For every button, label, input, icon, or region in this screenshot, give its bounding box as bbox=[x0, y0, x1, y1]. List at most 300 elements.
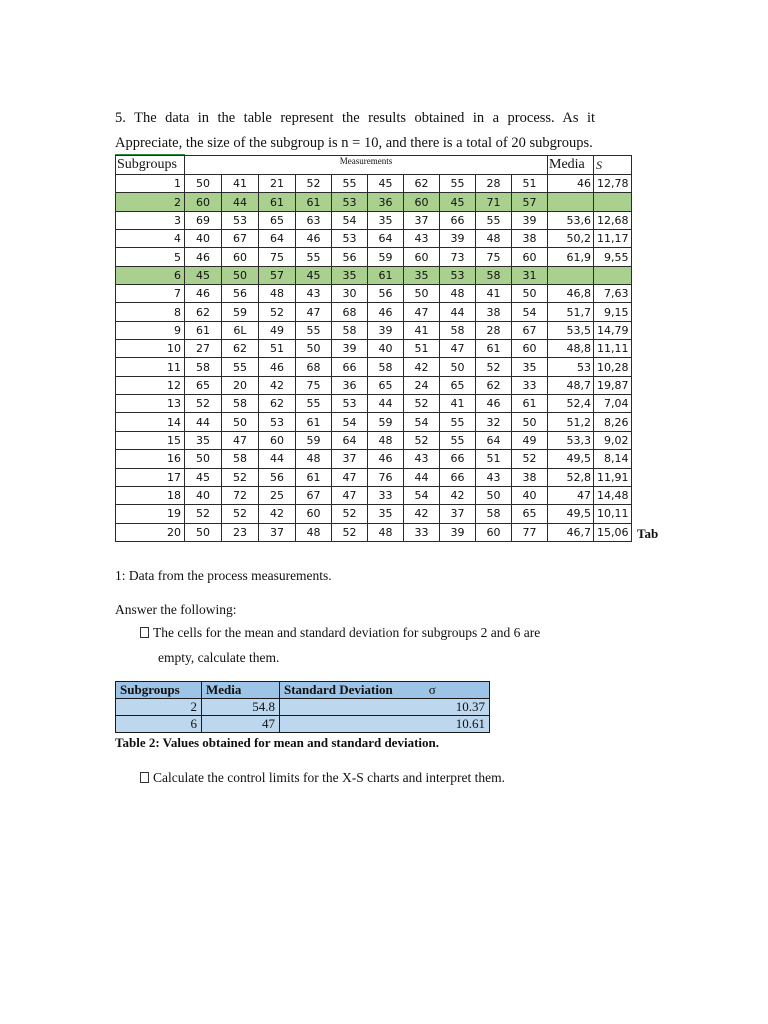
std-cell bbox=[594, 266, 632, 284]
table1-caption: 1: Data from the process measurements. bbox=[115, 567, 332, 583]
measurement-cell: 33 bbox=[404, 523, 440, 541]
missing-glyph-icon bbox=[140, 772, 149, 783]
table-row bbox=[116, 193, 632, 211]
measurement-cell: 55 bbox=[296, 321, 332, 339]
measurement-cell: 43 bbox=[404, 450, 440, 468]
measurement-cell: 52 bbox=[404, 395, 440, 413]
measurement-cell: 54 bbox=[404, 413, 440, 431]
measurement-cell: 53 bbox=[440, 266, 476, 284]
measurement-cell: 53 bbox=[259, 413, 296, 431]
header-subgroups: Subgroups bbox=[116, 156, 185, 175]
table-row bbox=[116, 431, 632, 449]
measurement-cell: 66 bbox=[440, 468, 476, 486]
measurement-cell: 61 bbox=[296, 193, 332, 211]
media-cell: 52,8 bbox=[548, 468, 594, 486]
table-row bbox=[116, 450, 632, 468]
results-media: 47 bbox=[202, 716, 280, 733]
subgroup-cell: 4 bbox=[116, 230, 185, 248]
measurement-cell: 62 bbox=[404, 175, 440, 193]
table-row bbox=[116, 303, 632, 321]
intro-paragraph: 5. The data in the table represent the results obtained in a process. As it Appreciate, the size of the subgroup is n = 10, and there is a total of 20 subgroups. bbox=[115, 109, 595, 151]
measurement-cell: 75 bbox=[476, 248, 512, 266]
measurement-cell: 64 bbox=[259, 230, 296, 248]
subgroup-cell: 8 bbox=[116, 303, 185, 321]
measurement-cell: 52 bbox=[222, 468, 259, 486]
measurement-cell: 48 bbox=[440, 285, 476, 303]
answer-prompt: Answer the following: bbox=[115, 601, 237, 617]
measurement-cell: 58 bbox=[185, 358, 222, 376]
std-cell: 11,11 bbox=[594, 340, 632, 358]
measurement-cell: 47 bbox=[404, 303, 440, 321]
measurement-cell: 23 bbox=[222, 523, 259, 541]
measurement-cell: 44 bbox=[185, 413, 222, 431]
measurement-cell: 60 bbox=[259, 431, 296, 449]
media-cell: 53,6 bbox=[548, 211, 594, 229]
measurement-cell: 53 bbox=[332, 230, 368, 248]
media-cell: 46,8 bbox=[548, 285, 594, 303]
measurement-cell: 59 bbox=[368, 248, 404, 266]
measurement-cell: 40 bbox=[368, 340, 404, 358]
measurement-cell: 56 bbox=[368, 285, 404, 303]
results-subgroup: 6 bbox=[116, 716, 202, 733]
table-row bbox=[116, 358, 632, 376]
table-row bbox=[116, 395, 632, 413]
measurement-cell: 51 bbox=[404, 340, 440, 358]
std-cell: 14,48 bbox=[594, 486, 632, 504]
std-cell: 12,78 bbox=[594, 175, 632, 193]
measurement-cell: 65 bbox=[440, 376, 476, 394]
bullet-item-1 bbox=[140, 620, 600, 670]
results-header-media: Media bbox=[202, 682, 280, 699]
measurement-cell: 30 bbox=[332, 285, 368, 303]
measurement-cell: 38 bbox=[512, 230, 548, 248]
measurement-cell: 35 bbox=[368, 211, 404, 229]
measurement-cell: 67 bbox=[296, 486, 332, 504]
std-cell: 8,26 bbox=[594, 413, 632, 431]
measurement-cell: 62 bbox=[259, 395, 296, 413]
measurement-cell: 48 bbox=[476, 230, 512, 248]
measurement-cell: 67 bbox=[512, 321, 548, 339]
measurement-cell: 50 bbox=[476, 486, 512, 504]
measurement-cell: 32 bbox=[476, 413, 512, 431]
measurement-cell: 42 bbox=[404, 505, 440, 523]
media-cell: 48,8 bbox=[548, 340, 594, 358]
measurement-cell: 55 bbox=[332, 175, 368, 193]
header-media: Media bbox=[548, 156, 594, 175]
media-cell: 53 bbox=[548, 358, 594, 376]
subgroup-cell: 5 bbox=[116, 248, 185, 266]
media-cell: 46,7 bbox=[548, 523, 594, 541]
media-cell: 53,5 bbox=[548, 321, 594, 339]
table-row bbox=[116, 248, 632, 266]
measurement-cell: 41 bbox=[222, 175, 259, 193]
measurement-cell: 39 bbox=[440, 230, 476, 248]
measurement-cell: 61 bbox=[476, 340, 512, 358]
measurement-cell: 52 bbox=[332, 505, 368, 523]
subgroup-cell: 15 bbox=[116, 431, 185, 449]
measurement-cell: 75 bbox=[296, 376, 332, 394]
measurement-cell: 48 bbox=[259, 285, 296, 303]
measurement-cell: 48 bbox=[368, 523, 404, 541]
subgroup-cell: 7 bbox=[116, 285, 185, 303]
measurement-cell: 39 bbox=[368, 321, 404, 339]
measurement-cell: 71 bbox=[476, 193, 512, 211]
measurement-cell: 48 bbox=[296, 523, 332, 541]
measurement-cell: 43 bbox=[476, 468, 512, 486]
subgroup-cell: 11 bbox=[116, 358, 185, 376]
measurement-cell: 53 bbox=[332, 395, 368, 413]
measurement-cell: 60 bbox=[404, 248, 440, 266]
table-row bbox=[116, 175, 632, 193]
media-cell: 53,3 bbox=[548, 431, 594, 449]
measurement-cell: 42 bbox=[259, 376, 296, 394]
media-cell: 52,4 bbox=[548, 395, 594, 413]
subgroup-cell: 9 bbox=[116, 321, 185, 339]
measurement-cell: 41 bbox=[476, 285, 512, 303]
measurement-cell: 59 bbox=[368, 413, 404, 431]
measurement-cell: 58 bbox=[222, 395, 259, 413]
subgroup-cell: 20 bbox=[116, 523, 185, 541]
measurement-cell: 55 bbox=[296, 248, 332, 266]
bullet-text-2: Calculate the control limits for the X-S charts and interpret them. bbox=[153, 770, 506, 785]
measurement-cell: 68 bbox=[296, 358, 332, 376]
measurement-cell: 37 bbox=[404, 211, 440, 229]
std-cell: 10,11 bbox=[594, 505, 632, 523]
measurement-cell: 39 bbox=[512, 211, 548, 229]
measurement-cell: 44 bbox=[404, 468, 440, 486]
measurement-cell: 36 bbox=[368, 193, 404, 211]
media-cell: 51,7 bbox=[548, 303, 594, 321]
measurement-cell: 35 bbox=[512, 358, 548, 376]
sigma-symbol: σ bbox=[428, 682, 436, 697]
subgroup-cell: 6 bbox=[116, 266, 185, 284]
measurement-cell: 49 bbox=[259, 321, 296, 339]
measurement-cell: 44 bbox=[368, 395, 404, 413]
media-cell: 48,7 bbox=[548, 376, 594, 394]
measurement-cell: 45 bbox=[185, 468, 222, 486]
measurement-cell: 52 bbox=[404, 431, 440, 449]
measurement-cell: 47 bbox=[332, 486, 368, 504]
measurement-cell: 35 bbox=[185, 431, 222, 449]
measurement-cell: 58 bbox=[476, 505, 512, 523]
results-header-subgroups: Subgroups bbox=[116, 682, 202, 699]
measurement-cell: 56 bbox=[332, 248, 368, 266]
measurement-cell: 52 bbox=[222, 505, 259, 523]
measurement-cell: 61 bbox=[296, 468, 332, 486]
table-row bbox=[116, 413, 632, 431]
measurement-cell: 60 bbox=[512, 340, 548, 358]
bullet-item-2 bbox=[140, 765, 600, 790]
measurement-cell: 21 bbox=[259, 175, 296, 193]
measurement-cell: 55 bbox=[476, 211, 512, 229]
results-header-sd bbox=[280, 682, 490, 699]
measurement-cell: 65 bbox=[512, 505, 548, 523]
results-sd: 10.37 bbox=[280, 699, 490, 716]
table-row bbox=[116, 266, 632, 284]
measurement-cell: 56 bbox=[259, 468, 296, 486]
measurement-cell: 52 bbox=[185, 505, 222, 523]
measurement-cell: 47 bbox=[222, 431, 259, 449]
table2-caption: Table 2: Values obtained for mean and standard deviation. bbox=[115, 735, 439, 750]
measurement-cell: 55 bbox=[222, 358, 259, 376]
measurement-cell: 64 bbox=[368, 230, 404, 248]
results-media: 54.8 bbox=[202, 699, 280, 716]
measurement-cell: 68 bbox=[332, 303, 368, 321]
media-cell: 46 bbox=[548, 175, 594, 193]
measurement-cell: 52 bbox=[185, 395, 222, 413]
measurement-cell: 28 bbox=[476, 175, 512, 193]
measurement-cell: 50 bbox=[185, 523, 222, 541]
measurement-cell: 75 bbox=[259, 248, 296, 266]
measurement-cell: 35 bbox=[368, 505, 404, 523]
measurement-cell: 43 bbox=[404, 230, 440, 248]
results-sd: 10.61 bbox=[280, 716, 490, 733]
measurement-cell: 65 bbox=[185, 376, 222, 394]
media-cell: 49,5 bbox=[548, 450, 594, 468]
measurement-cell: 50 bbox=[185, 175, 222, 193]
results-header-row bbox=[116, 682, 490, 699]
measurement-cell: 58 bbox=[440, 321, 476, 339]
measurement-cell: 57 bbox=[512, 193, 548, 211]
table-row bbox=[116, 230, 632, 248]
measurement-cell: 66 bbox=[440, 211, 476, 229]
measurement-cell: 59 bbox=[296, 431, 332, 449]
table-row bbox=[116, 523, 632, 541]
measurement-cell: 45 bbox=[368, 175, 404, 193]
measurement-cell: 41 bbox=[440, 395, 476, 413]
measurement-cell: 58 bbox=[368, 358, 404, 376]
measurement-cell: 64 bbox=[476, 431, 512, 449]
measurement-cell: 55 bbox=[440, 431, 476, 449]
std-cell: 9,02 bbox=[594, 431, 632, 449]
subgroup-cell: 16 bbox=[116, 450, 185, 468]
measurement-cell: 45 bbox=[185, 266, 222, 284]
media-cell bbox=[548, 266, 594, 284]
measurement-cell: 35 bbox=[332, 266, 368, 284]
table-row bbox=[116, 376, 632, 394]
measurement-cell: 52 bbox=[332, 523, 368, 541]
measurement-cell: 60 bbox=[404, 193, 440, 211]
table-row bbox=[116, 340, 632, 358]
subgroup-cell: 3 bbox=[116, 211, 185, 229]
measurement-cell: 62 bbox=[222, 340, 259, 358]
measurement-cell: 46 bbox=[368, 303, 404, 321]
measurement-cell: 50 bbox=[222, 413, 259, 431]
table-header-row bbox=[116, 156, 632, 175]
std-cell: 10,28 bbox=[594, 358, 632, 376]
measurement-cell: 54 bbox=[512, 303, 548, 321]
std-cell: 9,15 bbox=[594, 303, 632, 321]
measurement-cell: 46 bbox=[185, 285, 222, 303]
measurement-cell: 50 bbox=[440, 358, 476, 376]
measurement-cell: 46 bbox=[476, 395, 512, 413]
measurement-cell: 54 bbox=[404, 486, 440, 504]
measurement-cell: 38 bbox=[512, 468, 548, 486]
measurement-cell: 43 bbox=[296, 285, 332, 303]
measurement-cell: 55 bbox=[296, 395, 332, 413]
measurement-cell: 44 bbox=[222, 193, 259, 211]
subgroup-cell: 13 bbox=[116, 395, 185, 413]
measurement-cell: 59 bbox=[222, 303, 259, 321]
measurement-cell: 50 bbox=[512, 285, 548, 303]
measurement-cell: 28 bbox=[476, 321, 512, 339]
measurement-cell: 47 bbox=[296, 303, 332, 321]
measurement-cell: 41 bbox=[404, 321, 440, 339]
measurement-cell: 50 bbox=[222, 266, 259, 284]
measurement-cell: 54 bbox=[332, 413, 368, 431]
measurement-cell: 31 bbox=[512, 266, 548, 284]
measurement-cell: 24 bbox=[404, 376, 440, 394]
measurement-cell: 58 bbox=[332, 321, 368, 339]
measurement-cell: 62 bbox=[476, 376, 512, 394]
subgroup-cell: 10 bbox=[116, 340, 185, 358]
measurement-cell: 76 bbox=[368, 468, 404, 486]
measurement-cell: 60 bbox=[476, 523, 512, 541]
measurement-cell: 65 bbox=[368, 376, 404, 394]
measurement-cell: 50 bbox=[512, 413, 548, 431]
measurement-cell: 42 bbox=[404, 358, 440, 376]
measurement-cell: 60 bbox=[512, 248, 548, 266]
subgroup-cell: 12 bbox=[116, 376, 185, 394]
measurement-cell: 53 bbox=[222, 211, 259, 229]
results-table bbox=[115, 681, 490, 733]
bullet-text-1b: empty, calculate them. bbox=[158, 650, 280, 665]
measurement-cell: 40 bbox=[185, 486, 222, 504]
subgroup-cell: 19 bbox=[116, 505, 185, 523]
results-subgroup: 2 bbox=[116, 699, 202, 716]
measurement-cell: 51 bbox=[512, 175, 548, 193]
measurement-cell: 20 bbox=[222, 376, 259, 394]
subgroup-cell: 18 bbox=[116, 486, 185, 504]
measurement-cell: 51 bbox=[259, 340, 296, 358]
measurement-cell: 47 bbox=[440, 340, 476, 358]
measurement-cell: 55 bbox=[440, 175, 476, 193]
std-cell: 7,63 bbox=[594, 285, 632, 303]
measurement-cell: 52 bbox=[512, 450, 548, 468]
measurement-cell: 73 bbox=[440, 248, 476, 266]
table-row bbox=[116, 486, 632, 504]
measurement-cell: 40 bbox=[185, 230, 222, 248]
measurement-cell: 58 bbox=[222, 450, 259, 468]
media-cell: 47 bbox=[548, 486, 594, 504]
measurement-cell: 60 bbox=[185, 193, 222, 211]
measurement-cell: 25 bbox=[259, 486, 296, 504]
measurement-cell: 45 bbox=[440, 193, 476, 211]
measurement-cell: 66 bbox=[332, 358, 368, 376]
measurement-cell: 61 bbox=[185, 321, 222, 339]
measurement-cell: 61 bbox=[296, 413, 332, 431]
subgroup-cell: 1 bbox=[116, 175, 185, 193]
measurement-cell: 33 bbox=[512, 376, 548, 394]
measurement-cell: 60 bbox=[296, 505, 332, 523]
measurement-cell: 52 bbox=[476, 358, 512, 376]
measurement-cell: 64 bbox=[332, 431, 368, 449]
measurement-cell: 63 bbox=[296, 211, 332, 229]
measurement-cell: 66 bbox=[440, 450, 476, 468]
std-cell: 9,55 bbox=[594, 248, 632, 266]
measurement-cell: 44 bbox=[440, 303, 476, 321]
media-cell: 51,2 bbox=[548, 413, 594, 431]
measurement-cell: 54 bbox=[332, 211, 368, 229]
measurement-cell: 37 bbox=[259, 523, 296, 541]
measurement-cell: 37 bbox=[332, 450, 368, 468]
measurement-cell: 42 bbox=[259, 505, 296, 523]
std-cell: 19,87 bbox=[594, 376, 632, 394]
table-row bbox=[116, 285, 632, 303]
std-cell: 15,06 bbox=[594, 523, 632, 541]
results-row bbox=[116, 699, 490, 716]
std-cell: 8,14 bbox=[594, 450, 632, 468]
media-cell: 49,5 bbox=[548, 505, 594, 523]
measurement-cell: 46 bbox=[296, 230, 332, 248]
measurement-cell: 46 bbox=[368, 450, 404, 468]
measurement-cell: 51 bbox=[476, 450, 512, 468]
measurement-cell: 50 bbox=[296, 340, 332, 358]
measurement-cell: 36 bbox=[332, 376, 368, 394]
measurement-cell: 48 bbox=[296, 450, 332, 468]
measurement-cell: 35 bbox=[404, 266, 440, 284]
measurement-cell: 39 bbox=[332, 340, 368, 358]
measurement-cell: 61 bbox=[368, 266, 404, 284]
measurement-cell: 52 bbox=[259, 303, 296, 321]
table-row bbox=[116, 505, 632, 523]
measurement-cell: 47 bbox=[332, 468, 368, 486]
measurement-cell: 57 bbox=[259, 266, 296, 284]
results-header-sd-label: Standard Deviation bbox=[284, 682, 393, 697]
measurement-cell: 67 bbox=[222, 230, 259, 248]
measurement-cell: 62 bbox=[185, 303, 222, 321]
measurement-cell: 50 bbox=[404, 285, 440, 303]
std-cell: 12,68 bbox=[594, 211, 632, 229]
std-cell: 11,17 bbox=[594, 230, 632, 248]
subgroup-cell: 2 bbox=[116, 193, 185, 211]
measurement-cell: 45 bbox=[296, 266, 332, 284]
measurement-cell: 56 bbox=[222, 285, 259, 303]
measurement-cell: 46 bbox=[185, 248, 222, 266]
std-cell: 7,04 bbox=[594, 395, 632, 413]
measurement-cell: 44 bbox=[259, 450, 296, 468]
subgroup-cell: 14 bbox=[116, 413, 185, 431]
measurement-cell: 48 bbox=[368, 431, 404, 449]
media-cell: 61,9 bbox=[548, 248, 594, 266]
measurement-cell: 39 bbox=[440, 523, 476, 541]
measurement-cell: 77 bbox=[512, 523, 548, 541]
measurement-cell: 72 bbox=[222, 486, 259, 504]
measurement-cell: 42 bbox=[440, 486, 476, 504]
measurement-cell: 49 bbox=[512, 431, 548, 449]
table-row bbox=[116, 468, 632, 486]
measurement-cell: 50 bbox=[185, 450, 222, 468]
measurement-cell: 46 bbox=[259, 358, 296, 376]
measurement-cell: 53 bbox=[332, 193, 368, 211]
measurement-cell: 38 bbox=[476, 303, 512, 321]
measurement-cell: 37 bbox=[440, 505, 476, 523]
measurement-cell: 27 bbox=[185, 340, 222, 358]
measurement-cell: 40 bbox=[512, 486, 548, 504]
measurement-cell: 60 bbox=[222, 248, 259, 266]
measurement-cell: 58 bbox=[476, 266, 512, 284]
results-row bbox=[116, 716, 490, 733]
measurement-cell: 6L bbox=[222, 321, 259, 339]
measurement-cell: 69 bbox=[185, 211, 222, 229]
measurement-cell: 55 bbox=[440, 413, 476, 431]
std-cell: 14,79 bbox=[594, 321, 632, 339]
measurement-cell: 61 bbox=[259, 193, 296, 211]
measurement-cell: 52 bbox=[296, 175, 332, 193]
measurement-cell: 33 bbox=[368, 486, 404, 504]
std-cell bbox=[594, 193, 632, 211]
missing-glyph-icon bbox=[140, 627, 149, 638]
